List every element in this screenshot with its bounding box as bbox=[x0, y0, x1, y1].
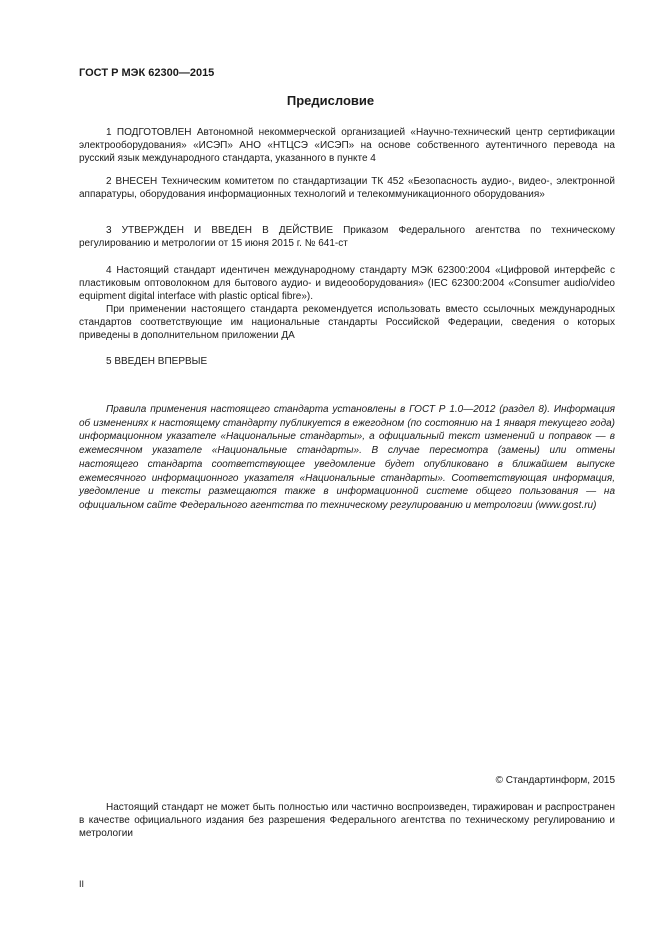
paragraph-4-identical: 4 Настоящий стандарт идентичен международному стандарту МЭК 62300:2004 «Цифровой интерфейс с пластиковым оптоволокном для бытового аудио- и видеооборудования» (IEC 62300:2004 «Consumer audio/video equipment digital interface with plastic optical fibre»). bbox=[79, 265, 615, 302]
reproduction-notice: Настоящий стандарт не может быть полностью или частично воспроизведен, тиражирован и распространен в качестве официального издания без разрешения Федерального агентства по техническому регулированию и метрологии bbox=[79, 802, 615, 839]
paragraph-2-submitted: 2 ВНЕСЕН Техническим комитетом по стандартизации ТК 452 «Безопасность аудио-, видео-, электронной аппаратуры, оборудования информационных технологий и телекоммуникационного оборудования» bbox=[79, 176, 615, 200]
document-code-header: ГОСТ Р МЭК 62300—2015 bbox=[79, 67, 215, 79]
page-number: II bbox=[79, 879, 85, 889]
application-rules-note: Правила применения настоящего стандарта установлены в ГОСТ Р 1.0—2012 (раздел 8). Информация об изменениях к настоящему стандарту публикуется в ежегодном (по состоянию на 1 января текущего года) информационном указателе «Национальные стандарты», а официальный текст изменений и поправок — в ежемесячном указателе «Национальные стандарты». В случае пересмотра (замены) или отмены настоящего стандарта соответствующее уведомление будет опубликовано в ближайшем выпуске ежемесячного информационного указателя «Национальные стандарты». Соответствующая информация, уведомление и тексты размещаются также в информационной системе общего пользования — на официальном сайте Федерального агентства по техническому регулированию и метрологии (www.gost.ru) bbox=[79, 404, 615, 511]
copyright-notice: © Стандартинформ, 2015 bbox=[495, 775, 615, 786]
paragraph-4-national-standards: При применении настоящего стандарта рекомендуется использовать вместо ссылочных международных стандартов соответствующие им национальные стандарты Российской Федерации, сведения о которых приведены в дополнительном приложении ДА bbox=[79, 304, 615, 341]
page-title: Предисловие bbox=[286, 93, 375, 108]
paragraph-3-approved: 3 УТВЕРЖДЕН И ВВЕДЕН В ДЕЙСТВИЕ Приказом Федерального агентства по техническому регулированию и метрологии от 15 июня 2015 г. № 641-ст bbox=[79, 225, 615, 249]
paragraph-1-prepared: 1 ПОДГОТОВЛЕН Автономной некоммерческой организацией «Научно-технический центр сертификации электрооборудования» «ИСЭП» АНО «НТЦСЭ «ИСЭП» на основе собственного аутентичного перевода на русский язык международного стандарта, указанного в пункте 4 bbox=[79, 127, 615, 164]
paragraph-5-first-introduced: 5 ВВЕДЕН ВПЕРВЫЕ bbox=[106, 356, 208, 367]
